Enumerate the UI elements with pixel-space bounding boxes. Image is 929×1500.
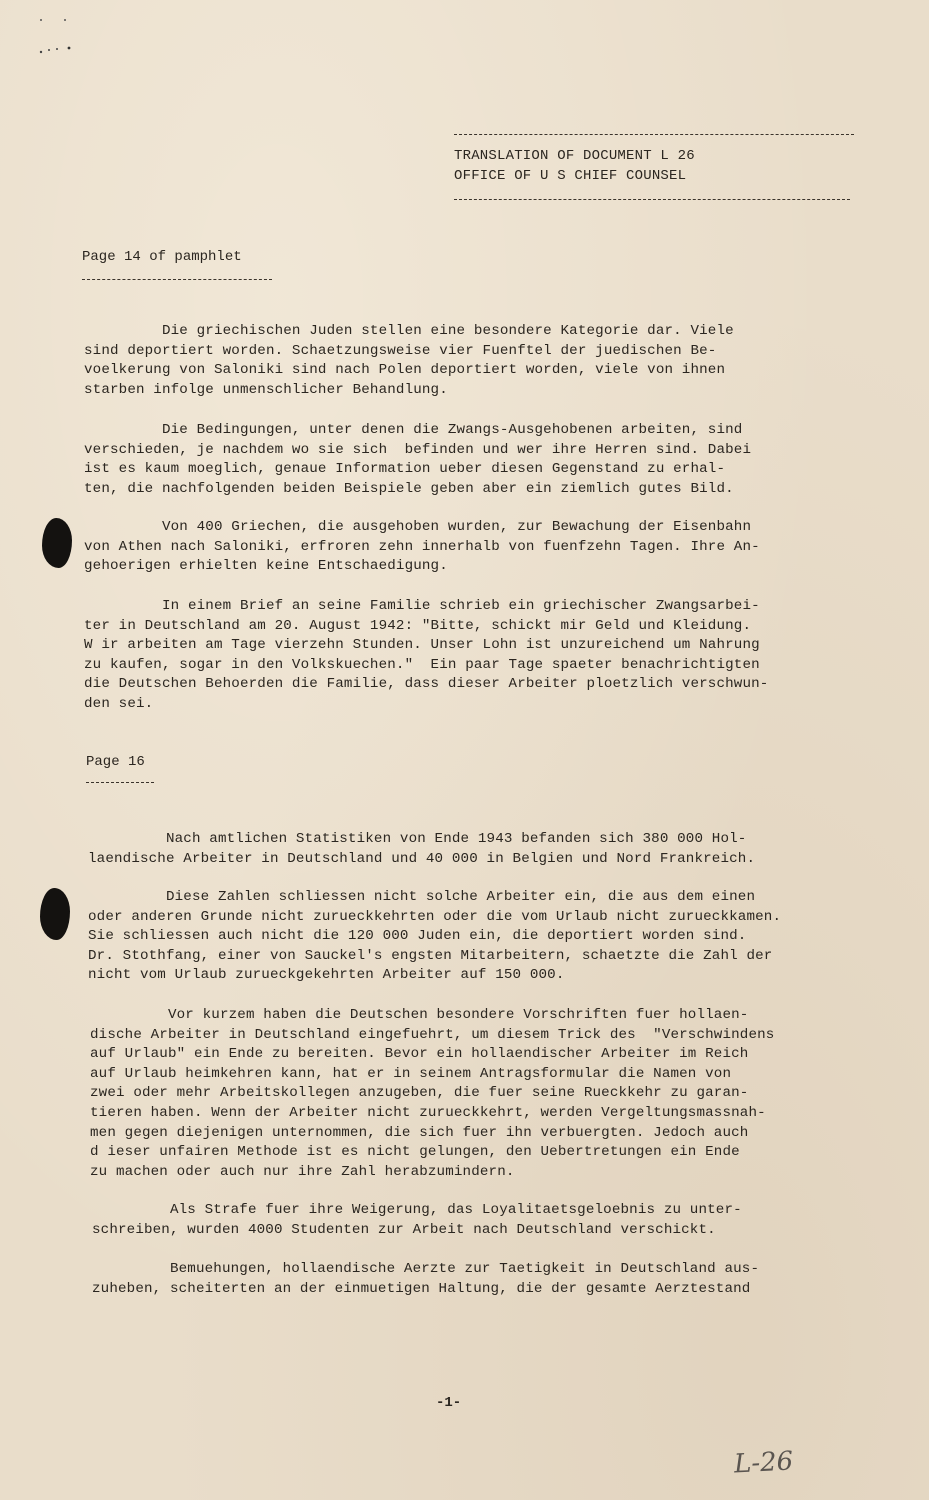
header-rule-bottom [454,199,850,200]
text-line: ist es kaum moeglich, genaue Information ueber diesen Gegenstand zu erhal- [84,461,726,478]
paragraph [84,597,768,715]
text-line: voelkerung von Saloniki sind nach Polen deportiert worden, viele von ihnen [84,362,726,379]
text-line: W ir arbeiten am Tage vierzehn Stunden. Unser Lohn ist unzureichend um Nahrung [84,637,760,654]
header-rule-top [454,134,854,135]
text-line: verschieden, je nachdem wo sie sich befinden und wer ihre Herren sind. Dabei [84,441,752,458]
paragraph [92,1201,742,1240]
text-line: ten, die nachfolgenden beiden Beispiele geben aber ein ziemlich gutes Bild. [84,480,734,497]
text-line: laendische Arbeiter in Deutschland und 40 000 in Belgien und Nord Frankreich. [88,850,756,867]
text-line: sind deportiert worden. Schaetzungsweise vier Fuenftel der juedischen Be- [84,342,717,359]
text-line: zu kaufen, sogar in den Volkskuechen." Ein paar Tage spaeter benachrichtigten [84,656,760,673]
text-line: d ieser unfairen Methode ist es nicht gelungen, den Uebertretungen ein Ende [90,1144,740,1161]
paragraph [88,830,755,869]
page-number: -1- [436,1395,462,1411]
section2-label-underline [86,782,154,783]
header-title: TRANSLATION OF DOCUMENT L 26 [454,148,695,164]
header-office: OFFICE OF U S CHIEF COUNSEL [454,168,687,184]
text-line: Vor kurzem haben die Deutschen besondere Vorschriften fuer hollaen- [90,1007,749,1023]
text-line: zu machen oder auch nur ihre Zahl herabzumindern. [90,1163,515,1180]
paragraph [92,1260,759,1299]
text-line: starben infolge unmenschlicher Behandlung. [84,381,448,398]
text-line: gehoerigen erhielten keine Entschaedigung. [84,558,448,575]
text-line: men gegen diejenigen unternommen, die sich fuer ihn verbuergten. Jedoch auch [90,1124,749,1141]
paragraph [90,1006,774,1182]
handwritten-annotation: L-26 [733,1446,794,1480]
text-line: Nach amtlichen Statistiken von Ende 1943 befanden sich 380 000 Hol- [88,831,747,847]
text-line: Die griechischen Juden stellen eine besondere Kategorie dar. Viele [84,323,734,339]
text-line: schreiben, wurden 4000 Studenten zur Arbeit nach Deutschland verschickt. [92,1221,716,1238]
paragraph [88,888,781,986]
punch-hole [42,518,72,568]
text-line: zuheben, scheiterten an der einmuetigen Haltung, die der gesamte Aerztestand [92,1280,751,1297]
text-line: Diese Zahlen schliessen nicht solche Arbeiter ein, die aus dem einen [88,889,756,905]
punch-hole [40,888,70,940]
text-line: oder anderen Grunde nicht zurueckkehrten oder die vom Urlaub nicht zurueckkamen. [88,908,782,925]
text-line: die Deutschen Behoerden die Familie, dass dieser Arbeiter ploetzlich verschwun- [84,676,769,693]
document-header [454,146,695,186]
paper-specks [35,18,95,68]
text-line: In einem Brief an seine Familie schrieb ein griechischer Zwangsarbei- [84,598,760,614]
text-line: von Athen nach Saloniki, erfroren zehn innerhalb von fuenfzehn Tagen. Ihre An- [84,538,760,555]
text-line: tieren haben. Wenn der Arbeiter nicht zurueckkehrt, werden Vergeltungsmassnah- [90,1104,766,1121]
text-line: Von 400 Griechen, die ausgehoben wurden, zur Bewachung der Eisenbahn [84,519,752,535]
text-line: nicht vom Urlaub zurueckgekehrten Arbeiter auf 150 000. [88,967,565,984]
text-line: Sie schliessen auch nicht die 120 000 Juden ein, die deportiert worden sind. [88,928,747,945]
text-line: zwei oder mehr Arbeitskollegen anzugeben, die fuer seine Rueckkehr zu garan- [90,1085,749,1102]
text-line: den sei. [84,695,154,712]
section1-label: Page 14 of pamphlet [82,249,242,265]
text-line: ter in Deutschland am 20. August 1942: "Bitte, schickt mir Geld und Kleidung. [84,617,752,634]
text-line: Als Strafe fuer ihre Weigerung, das Loyalitaetsgeloebnis zu unter- [92,1202,742,1218]
section2-label: Page 16 [86,754,145,770]
text-line: Bemuehungen, hollaendische Aerzte zur Taetigkeit in Deutschland aus- [92,1261,760,1277]
section1-label-underline [82,279,272,280]
text-line: auf Urlaub heimkehren kann, hat er in seinem Antragsformular die Namen von [90,1065,732,1082]
text-line: Dr. Stothfang, einer von Sauckel's engsten Mitarbeitern, schaetzte die Zahl der [88,947,773,964]
text-line: dische Arbeiter in Deutschland eingefuehrt, um diesem Trick des "Verschwindens [90,1026,775,1043]
text-line: auf Urlaub" ein Ende zu bereiten. Bevor ein hollaendischer Arbeiter im Reich [90,1046,749,1063]
paragraph [84,421,751,499]
paragraph [84,322,734,400]
paragraph [84,518,760,577]
text-line: Die Bedingungen, unter denen die Zwangs-Ausgehobenen arbeiten, sind [84,422,743,438]
